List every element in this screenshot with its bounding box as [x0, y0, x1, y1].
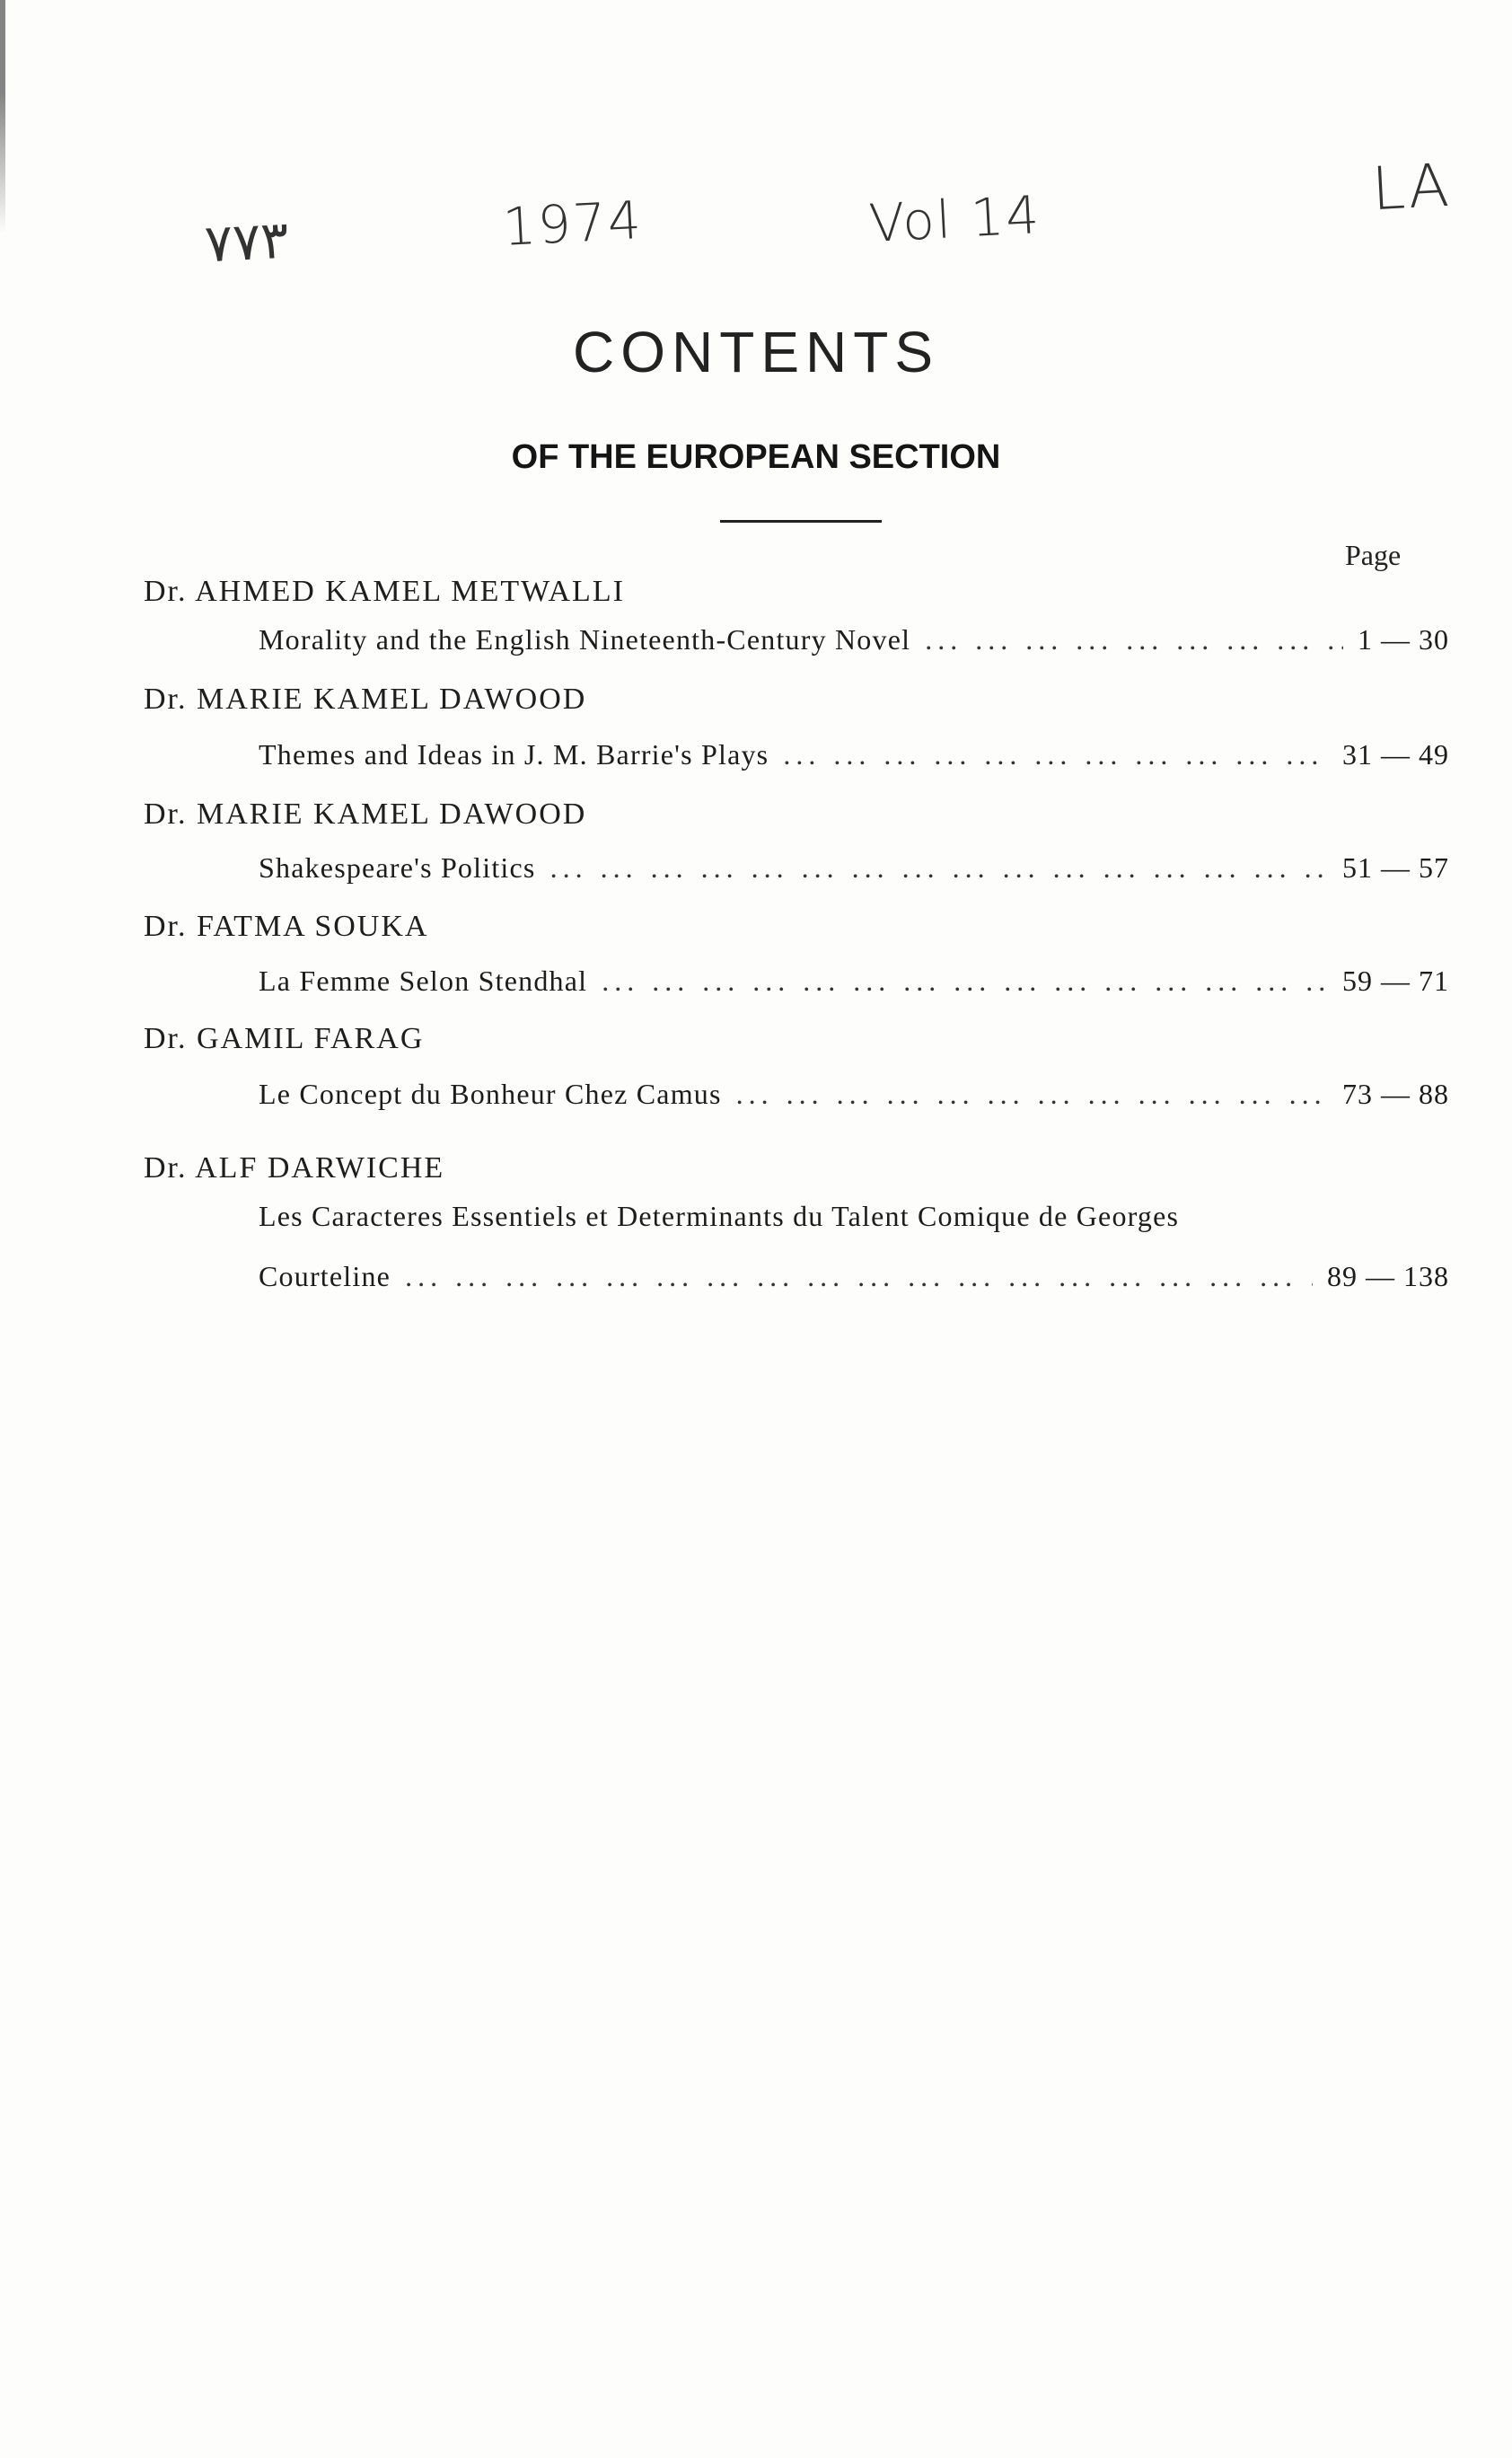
entry-pages: 1 — 30 — [1358, 623, 1449, 656]
leader-dots — [550, 851, 1328, 885]
toc-entry[interactable] — [259, 965, 1449, 1004]
leader-dots — [736, 1078, 1328, 1111]
handwritten-corner-mark: LA — [1370, 150, 1453, 225]
entry-author: Dr. MARIE KAMEL DAWOOD — [144, 797, 587, 831]
entry-author: Dr. FATMA SOUKA — [144, 910, 429, 943]
entry-author: Dr. AHMED KAMEL METWALLI — [144, 575, 625, 608]
toc-entry[interactable] — [259, 1078, 1449, 1117]
handwritten-reference: ٧٧٣ — [203, 208, 291, 275]
leader-dots — [925, 623, 1343, 656]
entry-pages: 31 — 49 — [1342, 738, 1449, 771]
scan-edge-mark — [0, 0, 5, 233]
entry-pages: 51 — 57 — [1342, 851, 1449, 884]
handwritten-volume: Vol 14 — [867, 184, 1042, 254]
toc-entry[interactable] — [259, 623, 1449, 663]
handwritten-year: 1974 — [501, 189, 645, 259]
toc-entry[interactable] — [259, 851, 1449, 891]
entry-pages: 89 — 138 — [1327, 1260, 1449, 1292]
page-column-label: Page — [1345, 539, 1402, 571]
toc-entry[interactable] — [259, 738, 1449, 778]
entry-title-line-1[interactable]: Les Caracteres Essentiels et Determinants du Talent Comique de Georges — [259, 1200, 1180, 1232]
leader-dots — [405, 1260, 1313, 1293]
page-title: CONTENTS — [573, 320, 939, 384]
entry-title: Le Concept du Bonheur Chez Camus — [259, 1078, 722, 1110]
entry-author: Dr. GAMIL FARAG — [144, 1022, 425, 1055]
entry-author: Dr. ALF DARWICHE — [144, 1151, 445, 1185]
entry-title: Themes and Ideas in J. M. Barrie's Plays — [259, 738, 769, 771]
entry-title: La Femme Selon Stendhal — [259, 965, 588, 997]
entry-title: Shakespeare's Politics — [259, 851, 536, 884]
leader-dots — [783, 738, 1328, 771]
page-subtitle: OF THE EUROPEAN SECTION — [511, 438, 1001, 476]
leader-dots — [602, 965, 1328, 998]
entry-title: Morality and the English Nineteenth-Century Novel — [259, 623, 911, 656]
entry-author: Dr. MARIE KAMEL DAWOOD — [144, 683, 587, 716]
entry-pages: 59 — 71 — [1342, 965, 1449, 997]
toc-entry[interactable] — [259, 1260, 1449, 1299]
entry-title-line-2: Courteline — [259, 1260, 391, 1292]
entry-pages: 73 — 88 — [1342, 1078, 1449, 1110]
title-divider — [720, 520, 882, 523]
